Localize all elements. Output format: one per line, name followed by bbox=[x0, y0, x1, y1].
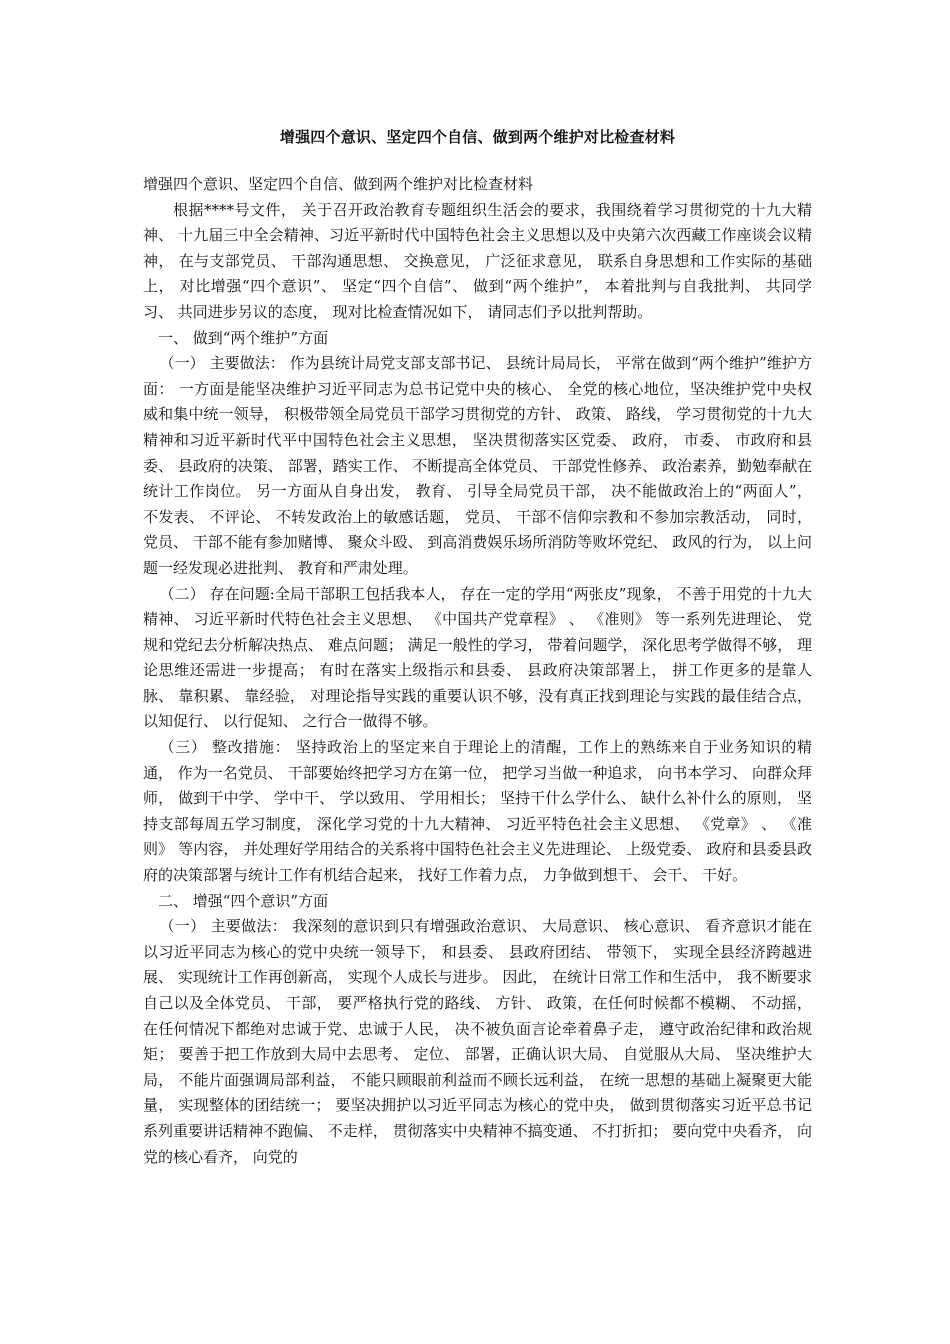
section-heading-1: 一、 做到“两个维护”方面 bbox=[158, 328, 329, 347]
section-heading-2: 二、 增强“四个意识”方面 bbox=[158, 891, 329, 910]
section-2-practice: （一） 主要做法： 我深刻的意识到只有增强政治意识、 大局意识、 核心意识、 看齐意识才能在以习近平同志为核心的党中央统一领导下， 和县委、 县政府团结、 带领下， 实现全县经济跨越进展、 实现统计工作再创新高， 实现个人成长与进步。 因此， 在统计日常工作和生活中， 我不断要求自己以及全体党员、 干部， 要严格执行党的路线、 方针、 政策，在任何时候都不模糊、 不动摇， 在任何情况下都绝对忠诚于党、忠诚于人民， 决不被负面言论牵着鼻子走， 遵守政治纪律和政治规矩； 要善于把工作放到大局中去思考、 定位、 部署，正确认识大局、 自觉服从大局、 坚决维护大局， 不能片面强调局部利益， 不能只顾眼前利益而不顾长远利益， 在统一思想的基础上凝聚更大能量， 实现整体的团结统一； 要坚决拥护以习近平同志为核心的党中央， 做到贯彻落实习近平总书记系列重要讲话精神不跑偏、 不走样， 贯彻落实中央精神不搞变通、 不打折扣； 要向党中央看齐， 向党的核心看齐， 向党的 bbox=[143, 917, 812, 1166]
section-1-measures: （三） 整改措施： 坚持政治上的坚定来自于理论上的清醒，工作上的熟练来自于业务知识的精通， 作为一名党员、 干部要始终把学习方在第一位， 把学习当做一种追求， 向书本学习、 向群众拜师， 做到干中学、 学中干、 学以致用、 学用相长； 坚持干什么学什么、 缺什么补什么的原则， 坚持支部每周五学习制度， 深化学习党的十九大精神、 习近平特色社会主义思想、 《党章》 、 《准则》 等内容， 并处理好学用结合的关系将中国特色社会主义先进理论、 上级党委、 政府和县委县政府的决策部署与统计工作有机结合起来， 找好工作着力点， 力争做到想干、 会干、 干好。 bbox=[143, 738, 812, 885]
section-1-problems: （二） 存在问题:全局干部职工包括我本人， 存在一定的学用“两张皮”现象， 不善于用党的十九大精神、 习近平新时代特色社会主义思想、 《中国共产党章程》 、 《准则》 等一系列先进理论、 党规和党纪去分析解决热点、 难点问题； 满足一般性的学习， 带着问题学， 深化思考学做得不够， 理论思维还需进一步提高； 有时在落实上级指示和县委、 县政府决策部署上， 拼工作更多的是靠人脉、 靠积累、 靠经验， 对理论指导实践的重要认识不够，没有真正找到理论与实践的最佳结合点， 以知促行、 以行促知、 之行合一做得不够。 bbox=[143, 584, 812, 731]
section-1-practice: （一） 主要做法： 作为县统计局党支部支部书记、 县统计局局长， 平常在做到“两个维护”维护方面： 一方面是能坚决维护习近平同志为总书记党中央的核心、 全党的核心地位，坚决维护党中央权威和集中统一领导， 积极带领全局党员干部学习贯彻党的方针、 政策、 路线， 学习贯彻党的十九大精神和习近平新时代平中国特色社会主义思想， 坚决贯彻落实区党委、 政府， 市委、 市政府和县委、 县政府的决策、 部署，踏实工作、 不断提高全体党员、 干部党性修养、 政治素养，勤勉奉献在统计工作岗位。 另一方面从自身出发， 教育、 引导全局党员干部， 决不能做政治上的“两面人”， 不发表、 不评论、 不转发政治上的敏感话题， 党员、 干部不信仰宗教和不参加宗教活动， 同时， 党员、 干部不能有参加赌博、 聚众斗殴、 到高消费娱乐场所消防等败坏党纪、 政风的行为， 以上问题一经发现必进批判、 教育和严肃处理。 bbox=[143, 354, 812, 577]
intro-paragraph: 根据****号文件， 关于召开政治教育专题组织生活会的要求，我围绕着学习贯彻党的十九大精神、 十九届三中全会精神、习近平新时代中国特色社会主义思想以及中央第六次西藏工作座谈会议精神， 在与支部党员、 干部沟通思想、 交换意见， 广泛征求意见， 联系自身思想和工作实际的基础上， 对比增强“四个意识”、 坚定“四个自信”、 做到“两个维护”， 本着批判与自我批判、 共同学习、 共同进步另议的态度， 现对比检查情况如下， 请同志们予以批判帮助。 bbox=[143, 200, 812, 321]
subtitle-paragraph: 增强四个意识、坚定四个自信、做到两个维护对比检查材料 bbox=[143, 175, 534, 193]
document-title: 增强四个意识、坚定四个自信、做到两个维护对比检查材料 bbox=[279, 128, 676, 146]
